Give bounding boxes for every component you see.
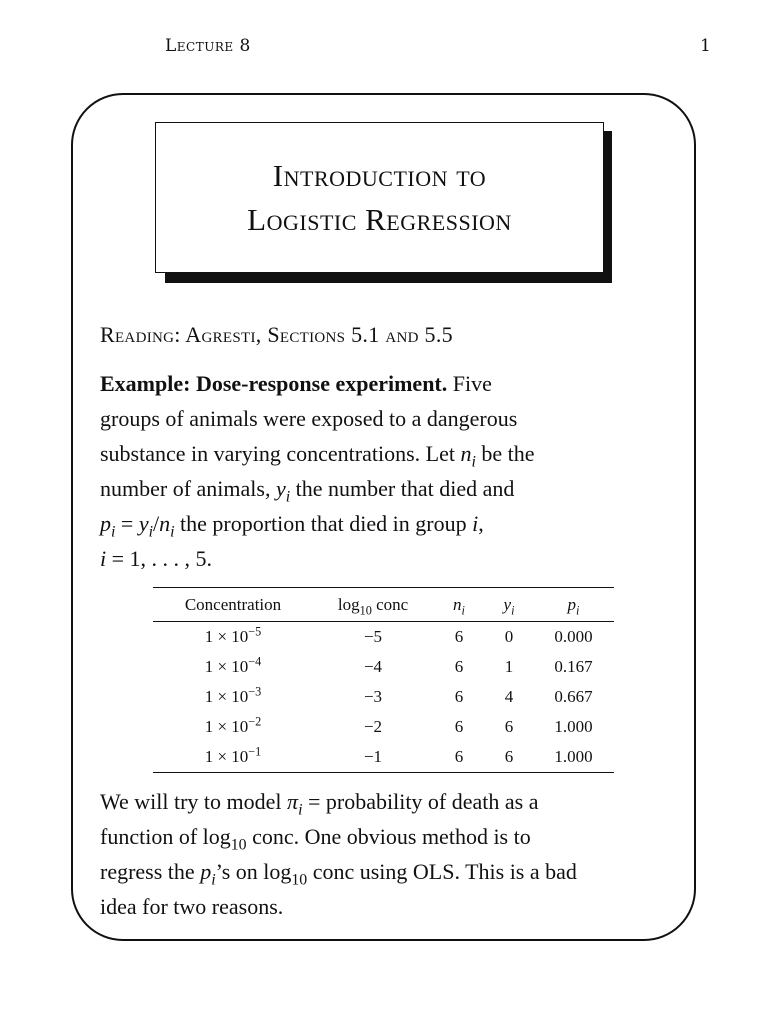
math-sub: 10 <box>291 871 308 889</box>
cell-y: 1 <box>504 657 514 676</box>
math-var: y <box>503 594 512 614</box>
cell-y: 6 <box>504 717 514 736</box>
text-span: the number that died and <box>290 476 515 501</box>
math-sub: i <box>170 523 175 541</box>
text-span: conc <box>371 594 409 614</box>
example-line-6 <box>100 541 680 576</box>
text-span: regress the <box>100 859 201 884</box>
table-row <box>153 712 614 742</box>
math-sub: i <box>211 871 216 889</box>
cell-concentration <box>153 712 313 742</box>
math-var: i <box>100 546 107 571</box>
example-heading: Example: Dose-response experiment. <box>100 371 448 396</box>
math-var: n <box>159 511 171 536</box>
example-line-3 <box>100 436 680 471</box>
example-line-4 <box>100 471 680 506</box>
cell-log-conc: −2 <box>363 717 383 736</box>
data-table <box>153 587 614 773</box>
closing-paragraph <box>100 784 680 924</box>
cell-n: 6 <box>454 687 464 706</box>
cell-log-conc: −3 <box>363 687 383 706</box>
title-line-1: Introduction to <box>272 157 487 193</box>
text-span: 1 × 10 <box>204 717 249 736</box>
math-var: p <box>100 511 111 536</box>
text-span: 1 × 10 <box>204 657 249 676</box>
text-span: substance in varying concentrations. Let <box>100 441 461 466</box>
math-sub: i <box>148 523 153 541</box>
cell-log-conc: −1 <box>363 747 383 766</box>
math-var: p <box>200 859 212 884</box>
cell-y: 4 <box>504 687 514 706</box>
text-span: 1 × 10 <box>204 687 249 706</box>
reading-reference: Reading: Agresti, Sections 5.1 and 5.5 <box>100 322 453 347</box>
cell-p: 0.667 <box>554 687 593 706</box>
header-y <box>485 588 533 622</box>
closing-line-1 <box>100 784 680 819</box>
math-var: n <box>460 441 472 466</box>
title-line-2: Logistic Regression <box>247 201 512 237</box>
math-sup: −4 <box>248 654 262 669</box>
math-sup: −1 <box>248 744 262 759</box>
table-row <box>153 742 614 773</box>
math-sup: −5 <box>248 624 262 639</box>
text-span: function of log <box>100 824 231 849</box>
cell-p: 0.167 <box>554 657 593 676</box>
example-line-1 <box>100 366 680 401</box>
text-span: = <box>115 511 139 536</box>
math-sup: −3 <box>248 684 262 699</box>
header-n <box>433 588 485 622</box>
cell-p: 0.000 <box>554 627 593 646</box>
cell-log-conc: −5 <box>363 627 383 646</box>
text-span: conc. One obvious method is to <box>246 824 531 849</box>
math-sup: −2 <box>248 714 262 729</box>
cell-n: 6 <box>454 657 464 676</box>
text-span: We will try to model <box>100 789 288 814</box>
math-var: n <box>453 594 462 614</box>
table-row <box>153 682 614 712</box>
text-span: ’s on log <box>215 859 292 884</box>
math-sub: i <box>111 523 116 541</box>
math-sub: 10 <box>359 602 372 617</box>
text-span: number of animals, <box>100 476 276 501</box>
closing-line-3 <box>100 854 680 889</box>
dose-response-table <box>153 587 614 773</box>
math-var: p <box>567 594 577 614</box>
header-p <box>533 588 614 622</box>
running-header: Lecture 8 <box>165 36 251 56</box>
text-span: = probability of death as a <box>302 789 539 814</box>
math-sub: i <box>298 801 303 819</box>
example-line-5 <box>100 506 680 541</box>
text-span: log <box>337 594 360 614</box>
math-var: π <box>287 789 299 814</box>
title-box <box>155 122 604 273</box>
cell-n: 6 <box>454 747 464 766</box>
cell-p: 1.000 <box>554 717 593 736</box>
cell-concentration <box>153 652 313 682</box>
table-header-row <box>153 588 614 622</box>
cell-concentration <box>153 742 313 773</box>
text-span: 1 × 10 <box>204 747 249 766</box>
math-var: y <box>138 511 149 536</box>
cell-n: 6 <box>454 627 464 646</box>
table-row <box>153 622 614 653</box>
math-sub: i <box>461 602 465 617</box>
text-span: , <box>478 511 484 536</box>
cell-concentration <box>153 682 313 712</box>
math-var: y <box>275 476 286 501</box>
example-line-2: groups of animals were exposed to a dangerous <box>100 406 518 431</box>
math-sub: i <box>285 488 291 506</box>
math-sub: i <box>471 453 476 471</box>
cell-n: 6 <box>454 717 464 736</box>
example-paragraph <box>100 366 680 576</box>
cell-p: 1.000 <box>554 747 593 766</box>
math-sub: i <box>576 602 580 617</box>
cell-y: 6 <box>504 747 514 766</box>
text-span: the proportion that died in group <box>174 511 473 536</box>
math-sub: 10 <box>230 836 247 854</box>
cell-log-conc: −4 <box>363 657 383 676</box>
closing-line-2 <box>100 819 680 854</box>
page-number: 1 <box>700 36 711 56</box>
cell-concentration <box>153 622 313 653</box>
text-span: be the <box>475 441 535 466</box>
math-sub: i <box>511 602 515 617</box>
cell-y: 0 <box>504 627 514 646</box>
table-row <box>153 652 614 682</box>
header-concentration: Concentration <box>153 588 313 622</box>
text-span: Five <box>447 371 492 396</box>
math-var: i <box>472 511 479 536</box>
text-span: 1 × 10 <box>204 627 249 646</box>
text-span: conc using OLS. This is a bad <box>307 859 577 884</box>
closing-line-4: idea for two reasons. <box>100 894 284 919</box>
text-span: = 1, . . . , 5. <box>106 546 213 571</box>
text-span: / <box>153 511 160 536</box>
header-log-conc <box>313 588 433 622</box>
